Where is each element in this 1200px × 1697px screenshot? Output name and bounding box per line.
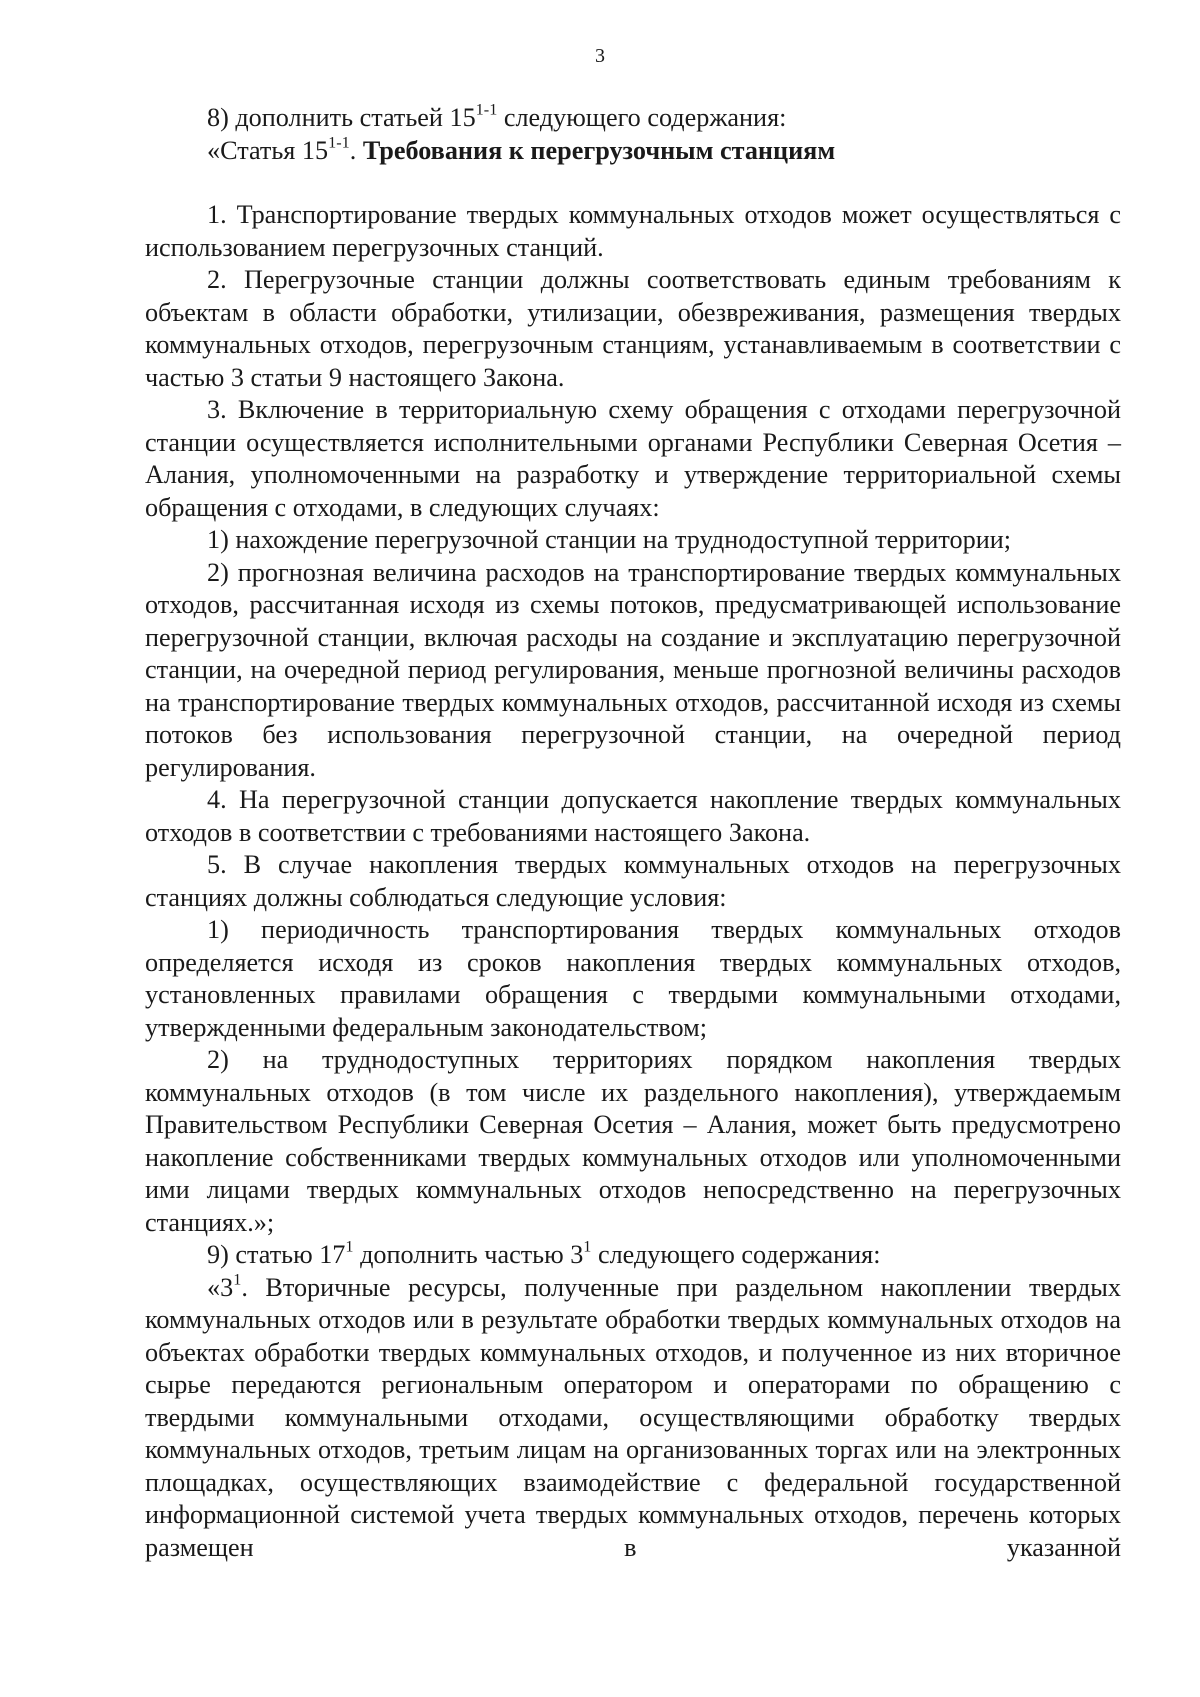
item-9-text-c: следующего содержания: (591, 1240, 881, 1269)
paragraph-5: 5. В случае накопления твердых коммунальных отходов на перегрузочных станциях должны соблюдаться следующие условия: (145, 850, 1121, 912)
paragraph-3-item-2: 2) прогнозная величина расходов на транспортирование твердых коммунальных отходов, рассчитанная исходя из схемы потоков, предусматривающей использование перегрузочной станции, включая расходы на создание и эксплуатацию перегрузочной станции, на очередной период регулирования, меньше прогнозной величины расходов на транспортирование твердых коммунальных отходов, рассчитанной исходя из схемы потоков без использования перегрузочной станции, на очередной период регулирования. (145, 557, 1121, 782)
item-9-text-b: дополнить частью 3 (353, 1240, 584, 1269)
paragraph-3: 3. Включение в территориальную схему обращения с отходами перегрузочной станции осуществляется исполнительными органами Республики Северная Осетия – Алания, уполномоченными на разработку и утверждение территориальной схемы обращения с отходами, в следующих случаях: (145, 395, 1121, 522)
paragraph-5-item-1: 1) периодичность транспортирования твердых коммунальных отходов определяется исходя из сроков накопления твердых коммунальных отходов, установленных правилами обращения с твердыми коммунальными отходами, утвержденными федеральным законодательством; (145, 915, 1121, 1042)
item-8-text: 8) дополнить статьей 15 (207, 103, 476, 132)
spacer (145, 167, 1121, 199)
paragraph-3-1-text: . Вторичные ресурсы, полученные при раздельном накоплении твердых коммунальных отходов или в результате обработки твердых коммунальных отходов на объектах обработки твердых коммунальных отходов, и полученное из них вторичное сырье передаются региональным оператором и операторами по обращению с твердыми коммунальными отходами, осуществляющими обработку твердых коммунальных отходов, третьим лицам на организованных торгах или на электронных площадках, осуществляющих взаимодействие с федеральной государственной информационной системой учета твердых коммунальных отходов, перечень которых размещен в указанной (145, 1272, 1121, 1562)
document-body (145, 102, 1121, 1564)
paragraph-2: 2. Перегрузочные станции должны соответствовать единым требованиям к объектам в области обработки, утилизации, обезвреживания, размещения твердых коммунальных отходов, перегрузочным станциям, устанавливаемым в соответствии с частью 3 статьи 9 настоящего Закона. (145, 265, 1121, 392)
paragraph-1: 1. Транспортирование твердых коммунальных отходов может осуществляться с использованием перегрузочных станций. (145, 200, 1121, 262)
item-8-superscript: 1-1 (475, 100, 498, 119)
amendment-item-9 (145, 1239, 1121, 1272)
article-title (145, 132, 1121, 168)
article-title-dot: . (349, 135, 363, 165)
item-9-superscript-2: 1 (583, 1237, 592, 1256)
article-title-superscript: 1-1 (328, 132, 350, 151)
paragraph-4: 4. На перегрузочной станции допускается накопление твердых коммунальных отходов в соответствии с требованиями настоящего Закона. (145, 785, 1121, 847)
paragraph-3-1 (145, 1269, 1121, 1565)
item-8-text-end: следующего содержания: (497, 103, 787, 132)
item-9-text-a: 9) статью 17 (207, 1240, 346, 1269)
paragraph-3-1-start: «3 (207, 1272, 234, 1302)
item-9-superscript-1: 1 (345, 1237, 354, 1256)
article-heading: Требования к перегрузочным станциям (362, 135, 836, 165)
paragraph-3-1-superscript: 1 (233, 1269, 242, 1288)
amendment-item-8 (145, 102, 1121, 135)
page-number: 3 (595, 45, 605, 67)
article-title-prefix: «Статья 15 (207, 135, 329, 165)
paragraph-5-item-2: 2) на труднодоступных территориях порядком накопления твердых коммунальных отходов (в том числе их раздельного накопления), утверждаемым Правительством Республики Северная Осетия – Алания, может быть предусмотрено накопление собственниками твердых коммунальных отходов или уполномоченными ими лицами твердых коммунальных отходов непосредственно на перегрузочных станциях.»; (145, 1045, 1121, 1237)
paragraph-3-item-1: 1) нахождение перегрузочной станции на труднодоступной территории; (207, 525, 1012, 554)
